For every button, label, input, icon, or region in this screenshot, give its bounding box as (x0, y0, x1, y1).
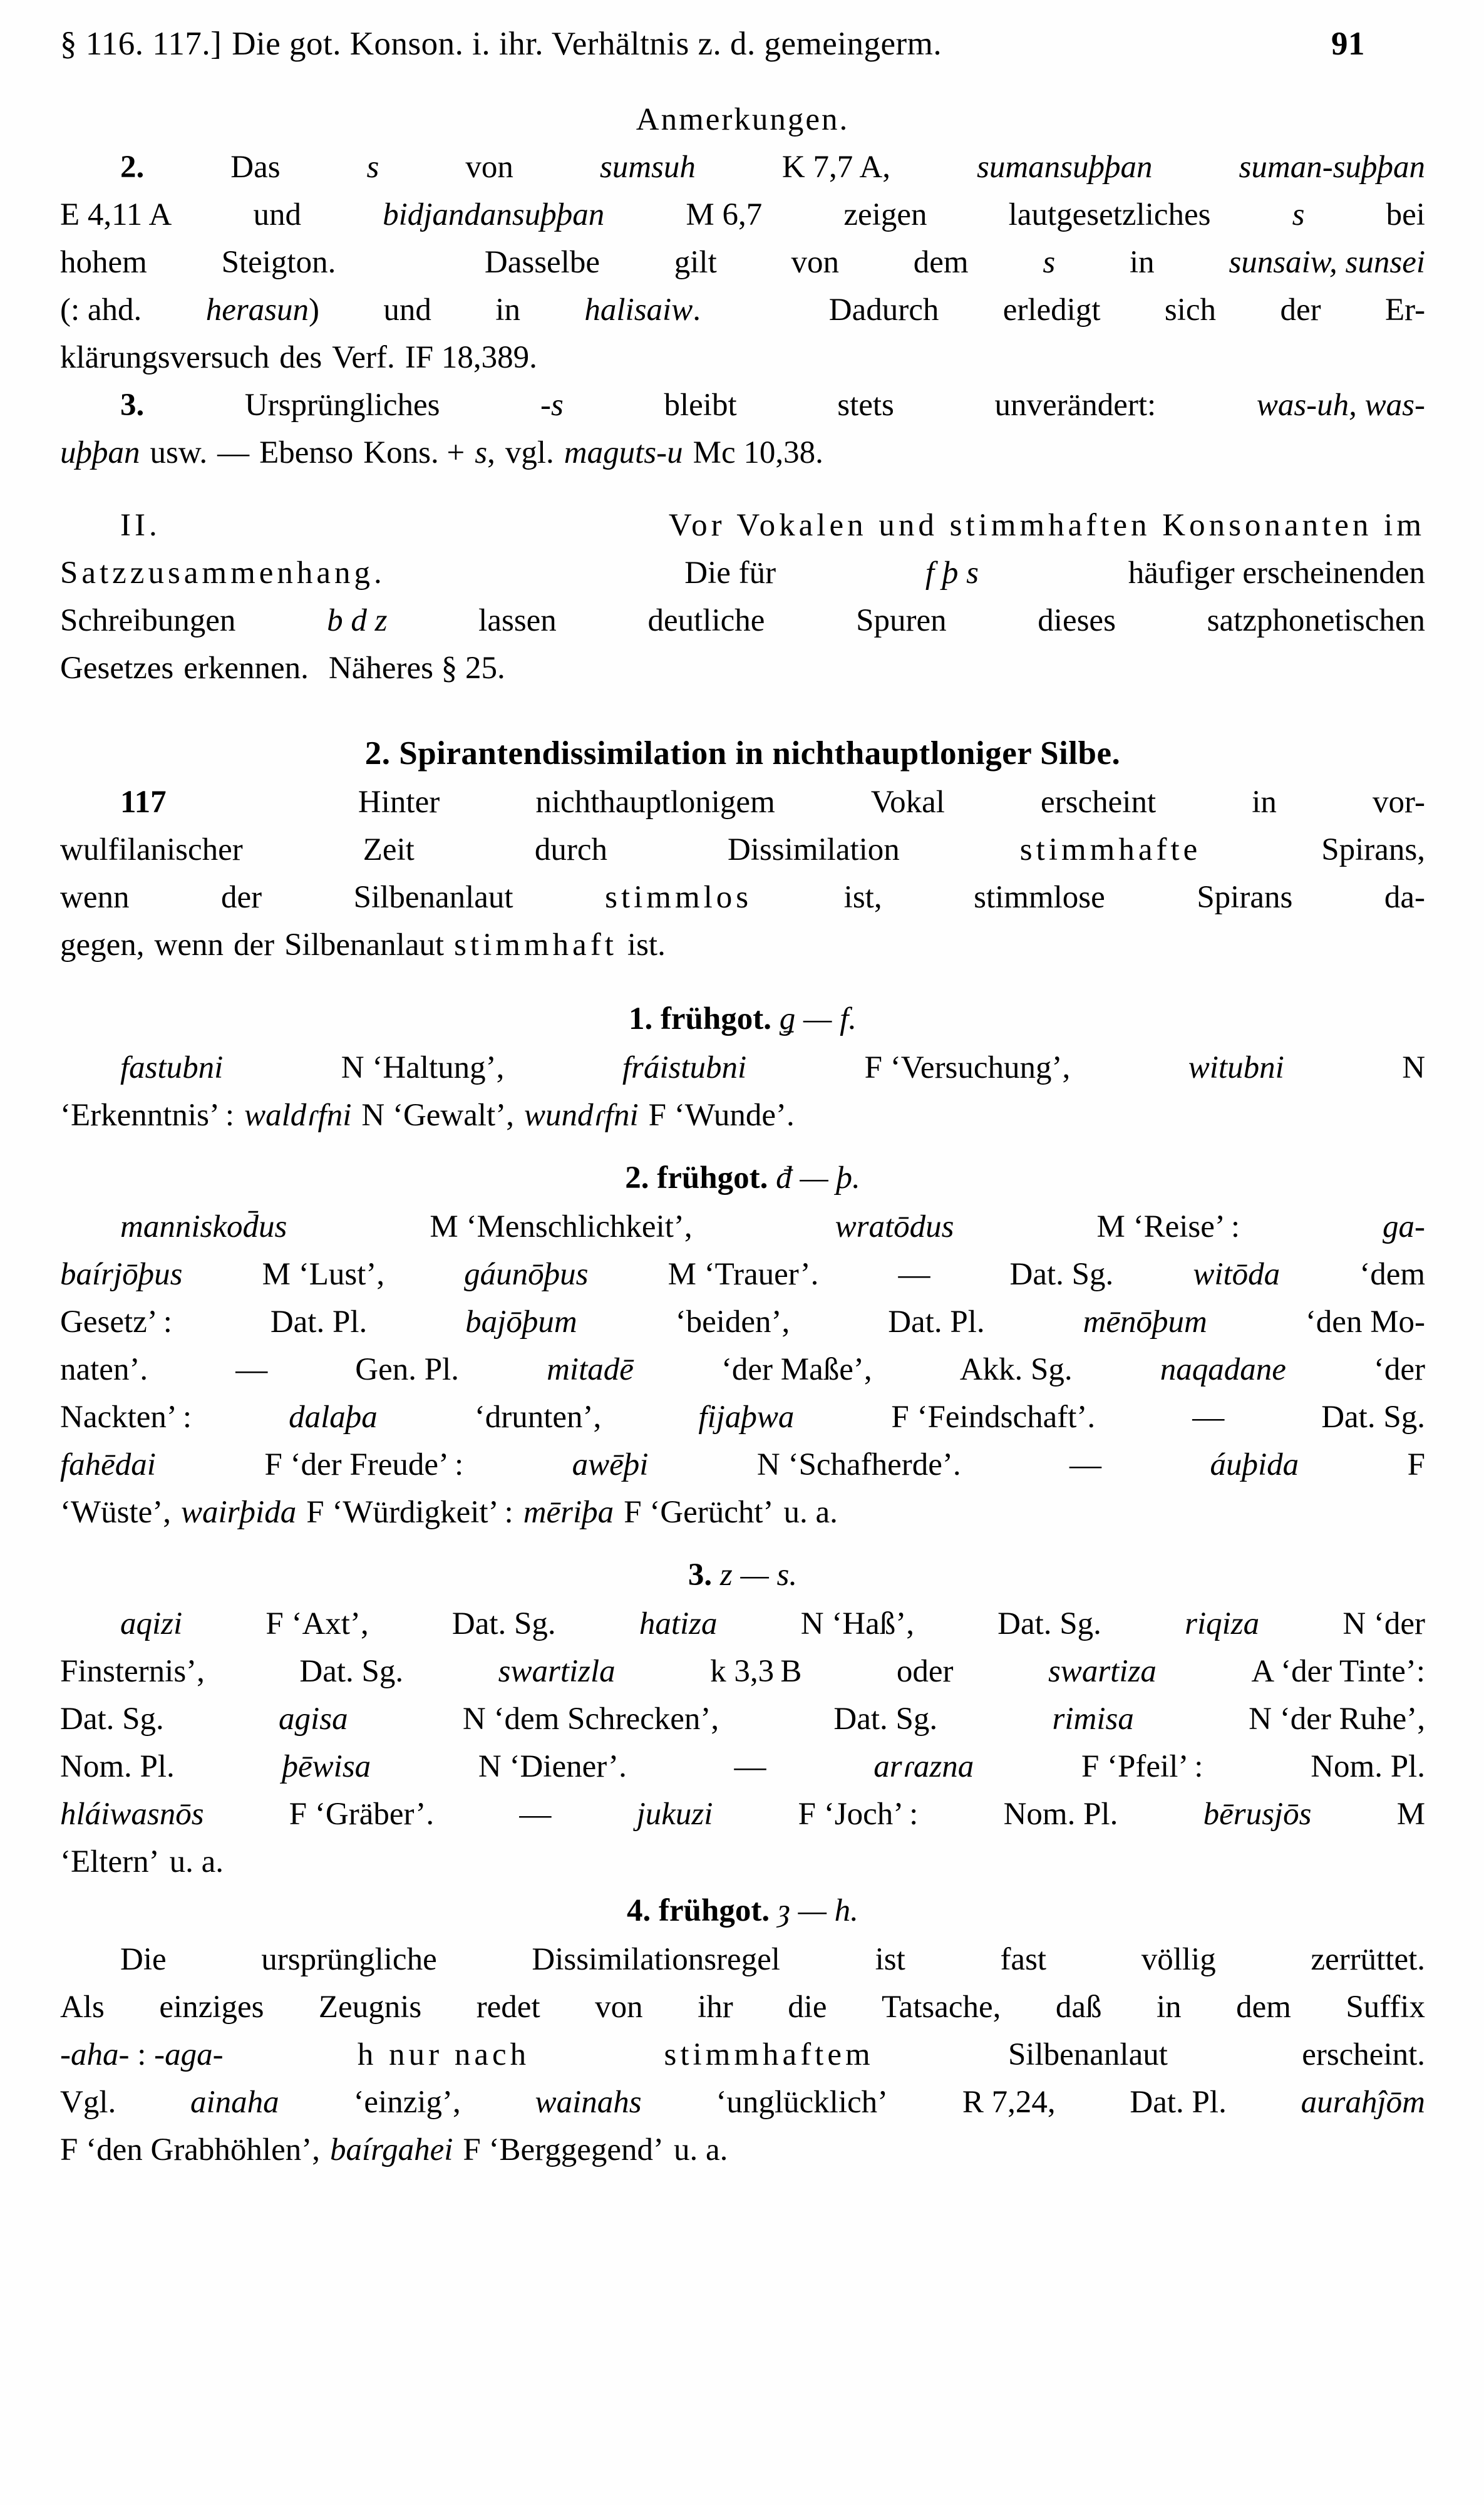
part-two-sounds: f þ s (925, 555, 979, 591)
subsection-2-line-4: naten’. — Gen. Pl. mitadē ‘der Maße’, Akk. Sg. naqadane ‘der (60, 1352, 1425, 1387)
subsection-1-heading (60, 994, 1425, 1044)
part-two-letters: b d z (327, 603, 388, 638)
subsection-1-line-2: ‘Erkenntnis’ : waldɾfni N ‘Gewalt’, wundɾfni F ‘Wunde’. (60, 1098, 795, 1133)
part-two-line-1: II. Vor Vokalen und stimmhaften Konsonanten im (60, 502, 1425, 549)
subsection-4-line-2: Als einziges Zeugnis redet von ihr die Tatsache, daß in dem Suffix (60, 1990, 1425, 2025)
part-two-label: II. (120, 508, 161, 543)
subsection-3-heading-sounds: z — s. (719, 1557, 798, 1593)
subsection-4-line-5: F ‘den Grabhöhlen’, baírgahei F ‘Berggegend’ u. a. (60, 2132, 728, 2167)
subsection-2-heading-sounds: đ — þ. (776, 1160, 860, 1196)
subsection-3-line-2: Finsternis’, Dat. Sg. swartizla k 3,3 B oder swartiza A ‘der Tinte’: (60, 1654, 1426, 1689)
subsection-2-line-1: manniskod̄us M ‘Menschlichkeit’, wratōdus M ‘Reise’ : ga- (120, 1209, 1426, 1244)
subsection-4-heading-prefix: 4. frühgot. (627, 1893, 778, 1928)
note-2-line-3: hohem Steigton. Dasselbe gilt von dem s in sunsaiw, sunsei (60, 245, 1426, 280)
subsection-2-line-7: ‘Wüste’, wairþida F ‘Würdigkeit’ : mēriþa F ‘Gerücht’ u. a. (60, 1495, 838, 1530)
subsection-4-line-4: Vgl. ainaha ‘einzig’, wainahs ‘unglücklich’ R 7,24, Dat. Pl. aurahĵōm (60, 2085, 1425, 2120)
note-3-line-1: 3. Ursprüngliches -s bleibt stets unverändert: was-uh, was- (120, 388, 1426, 423)
note-2-line-1: 2. Das s von sumsuh K 7,7 A, sumansuþþan suman-suþþan (120, 150, 1426, 185)
running-head-title: Die got. Konson. i. ihr. Verhältnis z. d. gemeingerm. (232, 26, 942, 62)
para-117-line-3: wenn der Silbenanlaut stimmlos ist, stimmlose Spirans da- (60, 880, 1425, 915)
running-head-section-ref: § 116. 117.] (60, 26, 222, 62)
section-2-heading: 2. Spirantendissimilation in nichthauptloniger Silbe. (364, 735, 1121, 772)
part-two-line-4: Gesetzes erkennen. Näheres § 25. (60, 651, 505, 686)
subsection-3-line-1: aqizi F ‘Axt’, Dat. Sg. hatiza N ‘Haß’, Dat. Sg. riqiza N ‘der (120, 1606, 1426, 1641)
subsection-2-line-5: Nackten’ : dalaþa ‘drunten’, fijaþwa F ‘Feindschaft’. — Dat. Sg. (60, 1400, 1425, 1435)
subsection-4-heading (60, 1886, 1425, 1936)
para-117-line-2: wulfilanischer Zeit durch Dissimilation stimmhafte Spirans, (60, 832, 1425, 867)
note-3-line-2: uþþan usw. — Ebenso Kons. + s, vgl. maguts-u Mc 10,38. (60, 435, 823, 470)
part-two-body-a: Die für (684, 555, 776, 591)
subsection-1-heading-prefix: 1. frühgot. (628, 1001, 780, 1036)
subsection-3-line-6: ‘Eltern’ u. a. (60, 1844, 224, 1879)
subsection-3-line-5: hláiwasnōs F ‘Gräber’. — jukuzi F ‘Joch’ : Nom. Pl. bērusjōs M (60, 1797, 1426, 1832)
subsection-3-line-3: Dat. Sg. agisa N ‘dem Schrecken’, Dat. Sg. rimisa N ‘der Ruhe’, (60, 1702, 1425, 1737)
running-head (60, 28, 1425, 61)
note-3-number: 3. (120, 388, 145, 423)
subsection-3-heading (60, 1550, 1425, 1600)
subsection-1-heading-sounds: ǥ — f. (779, 1001, 857, 1036)
para-117-number: 117 (120, 785, 167, 820)
subsection-2-heading-prefix: 2. frühgot. (625, 1160, 776, 1196)
subsection-2-line-6: fahēdai F ‘der Freude’ : awēþi N ‘Schafherde’. — áuþida F (60, 1447, 1425, 1482)
note-2-line-4: (: ahd. herasun) und in halisaiw. Dadurch erledigt sich der Er- (60, 292, 1426, 328)
para-117-line-4: gegen, wenn der Silbenanlaut stimmhaft ist. (60, 927, 666, 963)
subsection-1-line-1: fastubni N ‘Haltung’, fráistubni F ‘Versuchung’, witubni N (120, 1050, 1426, 1085)
para-117-line-1: 117 Hinter nichthauptlonigem Vokal erscheint in vor- (120, 785, 1425, 820)
part-two-line-2: Satzzusammenhang. Die für f þ s häufiger erscheinenden (60, 549, 1425, 597)
part-two-body-c: Schreibungen (60, 603, 236, 638)
subsection-4-heading-sounds: ȝ — h. (777, 1893, 858, 1928)
subsection-3-heading-prefix: 3. (688, 1557, 720, 1593)
part-two-line-3: Schreibungen b d z lassen deutliche Spuren dieses satzphonetischen (60, 597, 1425, 644)
subsection-3-line-4: Nom. Pl. þēwisa N ‘Diener’. — arɾazna F ‘Pfeil’ : Nom. Pl. (60, 1749, 1425, 1784)
note-2-number: 2. (120, 150, 145, 185)
part-two-body-b: häufiger erscheinenden (1128, 555, 1426, 591)
subsection-2-heading (60, 1153, 1425, 1203)
page-content (60, 28, 1425, 2174)
note-2-line-2: E 4,11 A und bidjandansuþþan M 6,7 zeigen lautgesetzliches s bei (60, 197, 1425, 232)
subsection-2-line-3: Gesetz’ : Dat. Pl. bajōþum ‘beiden’, Dat. Pl. mēnōþum ‘den Mo- (60, 1304, 1426, 1340)
page-number: 91 (1331, 26, 1365, 62)
subsection-2-line-2: baírjōþus M ‘Lust’, gáunōþus M ‘Trauer’. — Dat. Sg. witōda ‘dem (60, 1257, 1426, 1292)
subsection-4-line-3: -aha- : -aga- h nur nach stimmhaftem Silbenanlaut erscheint. (60, 2037, 1426, 2072)
subsection-4-line-1: Die ursprüngliche Dissimilationsregel ist fast völlig zerrüttet. (120, 1942, 1426, 1977)
notes-heading: Anmerkungen. (636, 102, 850, 137)
note-2-line-5: klärungsversuch des Verf. IF 18,389. (60, 340, 537, 375)
